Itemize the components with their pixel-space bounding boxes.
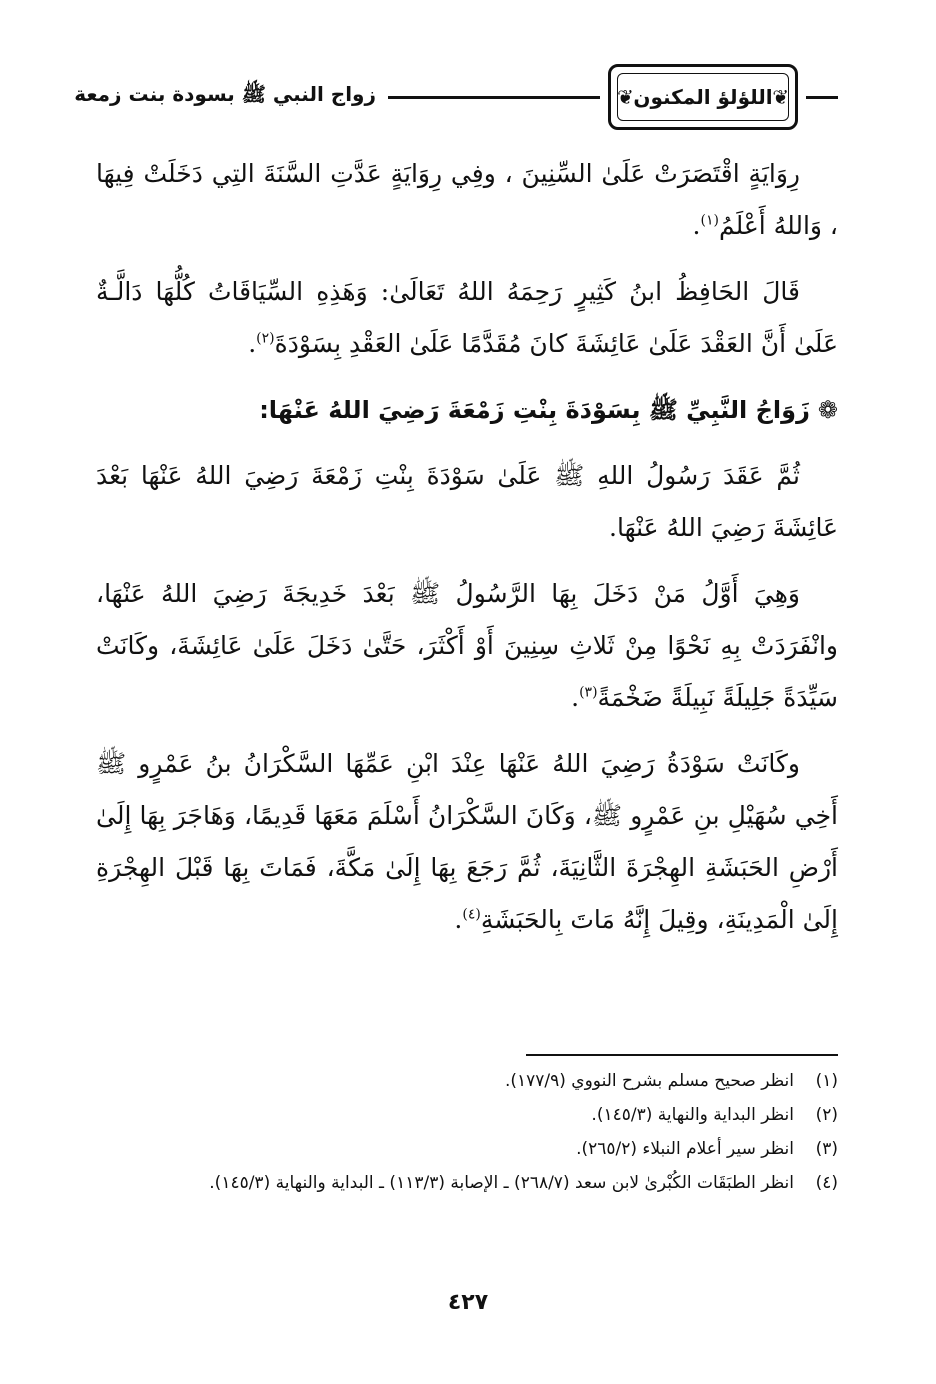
book-title: اللؤلؤ المكنون xyxy=(633,85,773,109)
period: . xyxy=(454,905,463,934)
footnote-text: انظر البداية والنهاية (١٤٥/٣). xyxy=(591,1105,794,1125)
paragraph-text: وكَانَتْ سَوْدَةُ رَضِيَ اللهُ عَنْهَا عِنْدَ ابْنِ عَمِّهَا السَّكْرَانُ بنُ عَمْرٍو ﷺ أَخِي سُهَيْلِ بنِ عَمْرٍو ﷺ، وَكَانَ السَّكْرَانُ أَسْلَمَ مَعَهَا قَدِيمًا، وَهَاجَرَ بِهَا إِلَىٰ أَرْضِ الحَبَشَةِ الهِجْرَةَ الثَّانِيَةَ، ثُمَّ رَجَعَ بِهَا إِلَىٰ مَكَّةَ، فَمَاتَ بِهَا قَبْلَ الهِجْرَةِ إِلَىٰ الْمَدِينَةِ، وقِيلَ إِنَّهُ مَاتَ بِالحَبَشَةِ xyxy=(96,749,838,934)
period: . xyxy=(571,683,580,712)
footnote-ref[interactable]: (١) xyxy=(700,212,719,229)
footnote-number: (٢) xyxy=(815,1105,838,1125)
footnote-number: (٤) xyxy=(815,1173,838,1193)
chapter-title: زواج النبي ﷺ بسودة بنت زمعة xyxy=(74,82,376,106)
paragraph-1 xyxy=(96,148,838,252)
heading-text: زَوَاجُ النَّبِيِّ ﷺ بِسَوْدَةَ بِنْتِ زَمْعَةَ رَضِيَ اللهُ عَنْهَا: xyxy=(259,396,810,424)
period: . xyxy=(248,329,257,358)
footnote-text: انظر صحيح مسلم بشرح النووي (١٧٧/٩). xyxy=(504,1071,794,1091)
floral-ornament-icon: ❦ xyxy=(772,85,789,109)
main-text xyxy=(96,148,838,960)
book-title-cartouche xyxy=(608,64,798,130)
footnote-item xyxy=(96,1132,838,1166)
footnotes xyxy=(96,1064,838,1200)
paragraph-3 xyxy=(96,450,838,554)
flower-bullet-icon: ❁ xyxy=(817,396,838,424)
running-header xyxy=(74,58,838,138)
paragraph-5 xyxy=(96,738,838,946)
header-rule-right xyxy=(806,96,838,99)
paragraph-4 xyxy=(96,568,838,724)
footnote-item xyxy=(96,1166,838,1200)
footnote-separator xyxy=(526,1054,838,1056)
footnote-ref[interactable]: (٢) xyxy=(256,330,275,347)
paragraph-text: وَهِيَ أَوَّلُ مَنْ دَخَلَ بِهَا الرَّسُولُ ﷺ بَعْدَ خَدِيجَةَ رَضِيَ اللهُ عَنْهَا، وانْفَرَدَتْ بِهِ نَحْوًا مِنْ ثَلاثِ سِنِينَ أَوْ أَكْثَرَ، حَتَّىٰ دَخَلَ عَلَىٰ عَائِشَةَ، وكَانَتْ سَيِّدَةً جَلِيلَةً نَبِيلَةً ضَخْمَةً xyxy=(96,579,838,712)
paragraph-text: ثُمَّ عَقَدَ رَسُولُ اللهِ ﷺ عَلَىٰ سَوْدَةَ بِنْتِ زَمْعَةَ رَضِيَ اللهُ عَنْهَا بَعْدَ عَائِشَةَ رَضِيَ اللهُ عَنْهَا. xyxy=(96,461,838,542)
header-rule-middle xyxy=(388,96,600,99)
paragraph-2 xyxy=(96,266,838,370)
footnote-text: انظر الطبَقَات الكُبْرىٰ لابن سعد (٢٦٨/٧) ـ الإصابة (١١٣/٣) ـ البداية والنهاية (١٤٥/٣). xyxy=(209,1173,794,1193)
page-number: ٤٢٧ xyxy=(447,1290,489,1315)
footnote-number: (١) xyxy=(815,1071,838,1091)
paragraph-text: قَالَ الحَافِظُ ابنُ كَثِيرٍ رَحِمَهُ اللهُ تَعَالَىٰ: وَهَذِهِ السِّيَاقَاتُ كُلُّهَا دَالَّـةٌ عَلَىٰ أَنَّ العَقْدَ عَلَىٰ عَائِشَةَ كانَ مُقَدَّمًا عَلَىٰ العَقْدِ بِسَوْدَةَ xyxy=(96,277,838,358)
footnote-item xyxy=(96,1098,838,1132)
period: . xyxy=(692,211,701,240)
section-heading xyxy=(96,384,838,436)
footnote-number: (٣) xyxy=(815,1139,838,1159)
floral-ornament-icon: ❦ xyxy=(617,85,634,109)
footnote-item xyxy=(96,1064,838,1098)
paragraph-text: رِوَايَةٍ اقْتَصَرَتْ عَلَىٰ السِّنِينَ ، وفِي رِوَايَةٍ عَدَّتِ السَّنَةَ التِي دَخَلَتْ فِيهَا ، وَاللهُ أَعْلَمُ xyxy=(96,159,838,240)
footnote-ref[interactable]: (٤) xyxy=(462,906,481,923)
footnote-text: انظر سير أعلام النبلاء (٢٦٥/٢). xyxy=(576,1139,794,1159)
footnote-ref[interactable]: (٣) xyxy=(579,684,598,701)
